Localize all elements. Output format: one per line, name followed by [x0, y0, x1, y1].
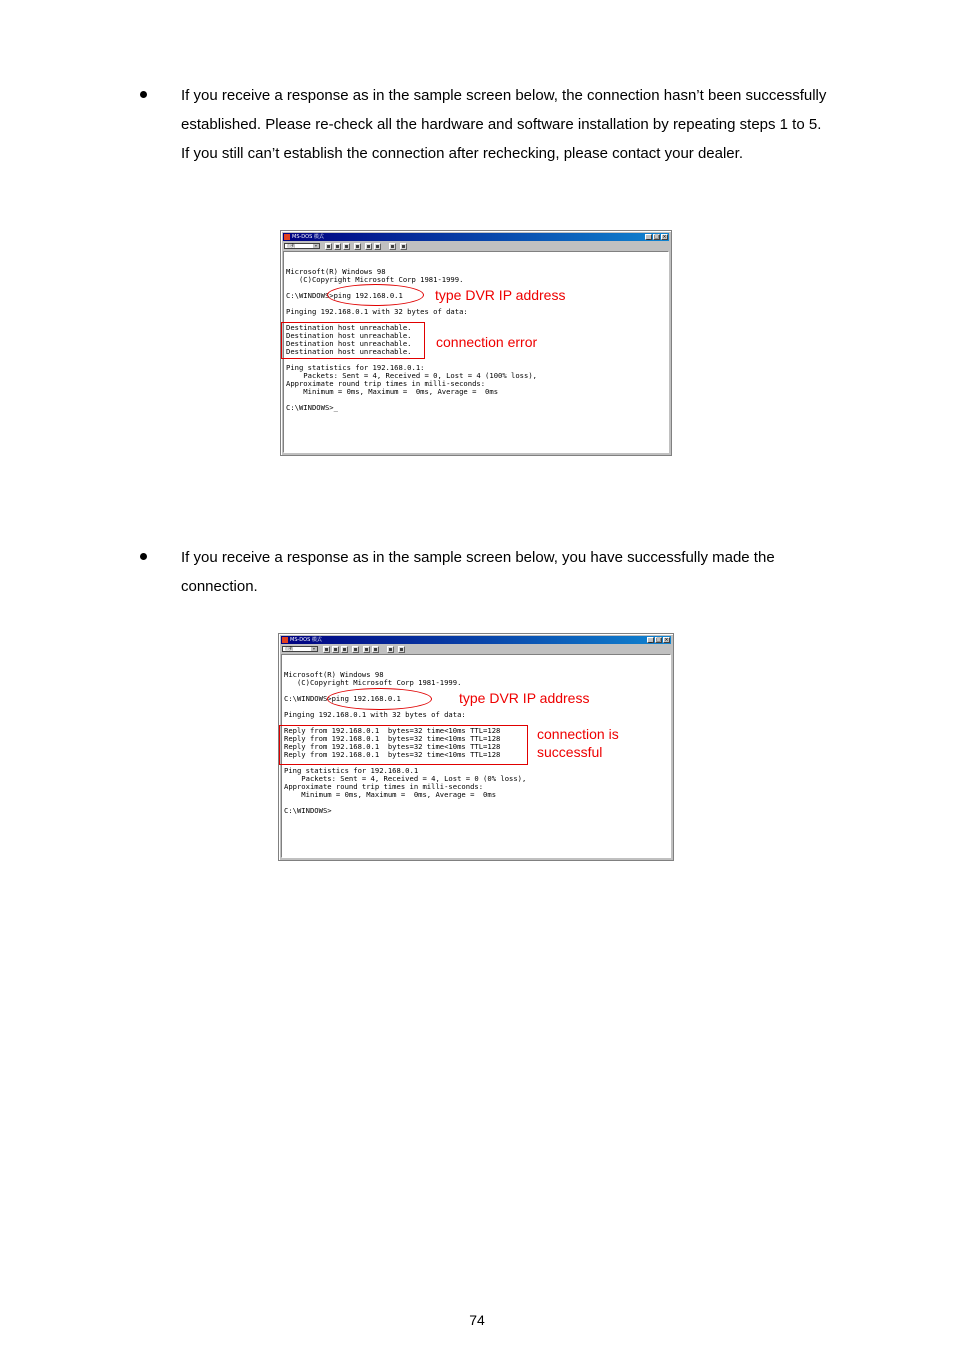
bullet-paragraph-connection-failed [140, 81, 830, 168]
console-line: C:\WINDOWS>ping 192.168.0.1 [286, 291, 403, 300]
console-line: Reply from 192.168.0.1 bytes=32 time<10ms TTL=128 [284, 726, 501, 735]
console-line: (C)Copyright Microsoft Corp 1981-1999. [286, 275, 464, 284]
console-line: Microsoft(R) Windows 98 [284, 670, 384, 679]
chevron-down-icon[interactable]: ▾ [312, 646, 316, 651]
msdos-window-success [278, 633, 674, 861]
maximize-button[interactable]: □ [654, 234, 659, 240]
console-line: Destination host unreachable. [286, 331, 412, 340]
console-line: Ping statistics for 192.168.0.1 [284, 766, 419, 775]
copy-icon[interactable] [332, 646, 339, 653]
annotation-ip: type DVR IP address [459, 690, 590, 706]
properties-icon[interactable] [363, 646, 370, 653]
minimize-button[interactable]: _ [647, 637, 654, 643]
chevron-down-icon[interactable]: ▾ [314, 243, 318, 248]
background-icon[interactable] [372, 646, 379, 653]
paragraph-text: If you receive a response as in the sample screen below, you have successfully made the connection. [181, 549, 775, 595]
page-number: 74 [469, 1312, 485, 1328]
font-size-value: 自動 [287, 243, 295, 248]
bullet-icon [140, 91, 147, 98]
annotation-ip: type DVR IP address [435, 287, 566, 303]
minimize-button[interactable]: _ [645, 234, 652, 240]
close-button[interactable]: × [664, 637, 669, 643]
fullscreen-icon[interactable] [352, 646, 359, 653]
window-title: MS-DOS 模式 [290, 637, 322, 643]
msdos-window-error [280, 230, 672, 456]
annotation-connection-successful-line2: successful [537, 744, 603, 760]
console-line: Microsoft(R) Windows 98 [286, 267, 386, 276]
console-line: C:\WINDOWS>ping 192.168.0.1 [284, 694, 401, 703]
ip-highlight-ellipse [327, 284, 424, 306]
console-line: C:\WINDOWS> [284, 806, 332, 815]
console-line: Reply from 192.168.0.1 bytes=32 time<10ms TTL=128 [284, 750, 501, 759]
title-bar [281, 636, 671, 644]
font-size-select[interactable] [284, 243, 320, 249]
maximize-button[interactable]: □ [656, 637, 661, 643]
console-line: Pinging 192.168.0.1 with 32 bytes of data: [284, 710, 466, 719]
font-size-select[interactable] [282, 646, 318, 652]
title-bar [283, 233, 669, 241]
console-line: Packets: Sent = 4, Received = 0, Lost = 4 (100% loss), [286, 371, 537, 380]
font-size-value: 自動 [285, 646, 293, 651]
annotation-connection-error: connection error [436, 334, 538, 350]
background-icon[interactable] [374, 243, 381, 250]
console-line: Reply from 192.168.0.1 bytes=32 time<10ms TTL=128 [284, 742, 501, 751]
paste-icon[interactable] [341, 646, 348, 653]
font-icon[interactable] [389, 243, 396, 250]
msdos-icon [284, 234, 290, 240]
copy-icon[interactable] [334, 243, 341, 250]
console-line: Approximate round trip times in milli-seconds: [284, 782, 484, 791]
annotation-connection-successful-line1: connection is [537, 726, 619, 742]
window-title: MS-DOS 模式 [292, 234, 324, 240]
console-line: Packets: Sent = 4, Received = 4, Lost = 0 (0% loss), [284, 774, 527, 783]
paragraph-text: If you receive a response as in the sample screen below, the connection hasn’t been successfully established. Please re-check all the hardware and software installation by repeating steps 1 to 5. If you still can’t establish the connection after rechecking, please contact your dealer. [181, 87, 827, 162]
msdos-icon [282, 637, 288, 643]
console-line: (C)Copyright Microsoft Corp 1981-1999. [284, 678, 462, 687]
toolbar [281, 645, 671, 654]
bullet-paragraph-connection-success [140, 543, 830, 601]
console-line: Destination host unreachable. [286, 347, 412, 356]
mark-icon[interactable] [323, 646, 330, 653]
toolbar [283, 242, 669, 251]
properties-icon[interactable] [365, 243, 372, 250]
ip-highlight-ellipse [327, 688, 432, 710]
reply-highlight-box [279, 725, 528, 765]
paste-icon[interactable] [343, 243, 350, 250]
bullet-icon [140, 553, 147, 560]
console-line: Destination host unreachable. [286, 323, 412, 332]
console-line: C:\WINDOWS>_ [286, 403, 338, 412]
console-line: Minimum = 0ms, Maximum = 0ms, Average = 0ms [284, 790, 497, 799]
font-style-icon[interactable] [398, 646, 405, 653]
font-style-icon[interactable] [400, 243, 407, 250]
fullscreen-icon[interactable] [354, 243, 361, 250]
font-icon[interactable] [387, 646, 394, 653]
console-line: Reply from 192.168.0.1 bytes=32 time<10ms TTL=128 [284, 734, 501, 743]
close-button[interactable]: × [662, 234, 667, 240]
console-line: Ping statistics for 192.168.0.1: [286, 363, 425, 372]
console-line: Minimum = 0ms, Maximum = 0ms, Average = 0ms [286, 387, 499, 396]
error-highlight-box [281, 322, 425, 359]
console-line: Pinging 192.168.0.1 with 32 bytes of data: [286, 307, 468, 316]
mark-icon[interactable] [325, 243, 332, 250]
console-line: Approximate round trip times in milli-seconds: [286, 379, 486, 388]
console-line: Destination host unreachable. [286, 339, 412, 348]
